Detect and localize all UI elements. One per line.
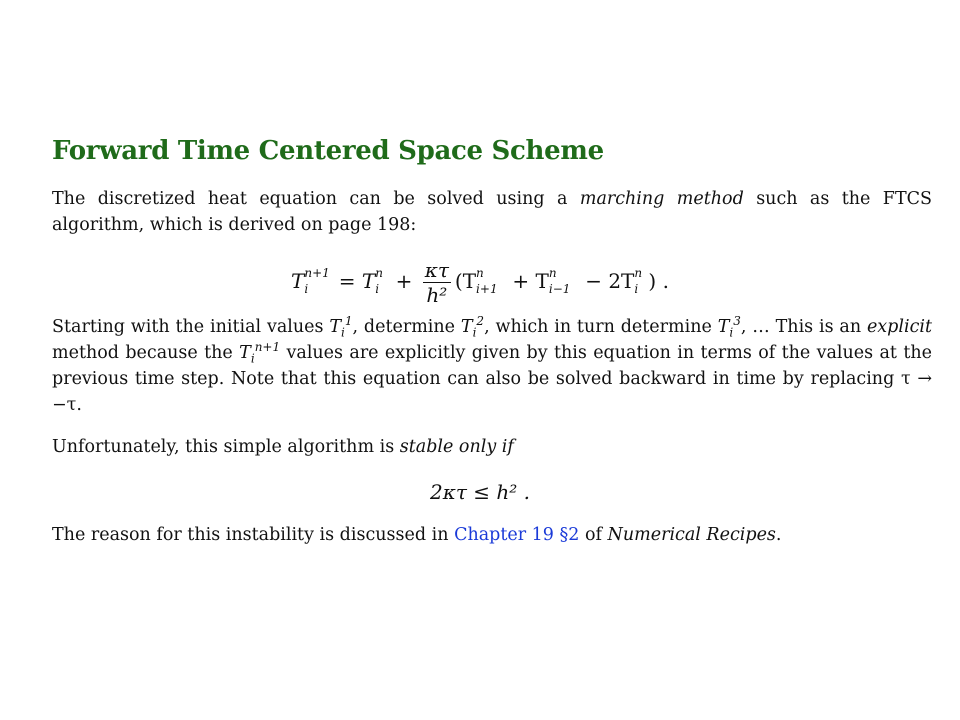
- paragraph-stability: [52, 434, 932, 460]
- text: The reason for this instability is discussed in: [52, 525, 455, 545]
- eq-superscript: n: [634, 265, 643, 280]
- eq-superscript: n: [476, 265, 484, 280]
- eq-denominator: h²: [426, 283, 448, 307]
- text: .: [775, 525, 782, 545]
- emphasis-marching-method: marching method: [579, 189, 744, 209]
- stability-inequality: 2κτ ≤ h² .: [430, 480, 530, 504]
- emphasis-book-title: Numerical Recipes: [607, 525, 776, 545]
- eq-subscript: i: [304, 281, 309, 296]
- eq-term: + T: [506, 269, 549, 293]
- eq-subscript: i−1: [548, 281, 571, 296]
- text: method because the: [52, 343, 240, 363]
- eq-term: (T: [454, 269, 477, 293]
- text: of: [579, 525, 608, 545]
- eq-symbol: T: [361, 269, 376, 293]
- eq-operator: +: [389, 269, 419, 293]
- text: Starting with the initial values: [52, 317, 330, 337]
- paragraph-reference: [52, 522, 932, 548]
- eq-term: − 2T: [578, 269, 635, 293]
- eq-superscript: n: [548, 265, 557, 280]
- slide-title: Forward Time Centered Space Scheme: [52, 136, 604, 166]
- emphasis-explicit: explicit: [866, 317, 933, 337]
- text: such as the FTCS algorithm, which is derived on page 198:: [52, 189, 932, 235]
- paragraph-intro: [52, 186, 932, 238]
- text: Unfortunately, this simple algorithm is: [52, 437, 400, 457]
- ftcs-equation: [0, 258, 960, 307]
- paragraph-explanation: Starting with the initial values $T_i^1$, determine $T_i^2$, which in turn determine $T_i^3$, … This is an explicit method because the $T_i^{n+1}$ values are explicitly given by this equation in terms of the values at the previous time step. Note that this equation can also be solved backward in time by replacing τ → −τ.: [52, 314, 933, 415]
- eq-superscript: n+1: [304, 265, 330, 280]
- eq-subscript: i+1: [476, 281, 498, 296]
- text: values are explicitly given by this equation in terms of the values at the previous time step. Note that this equation can also be solved backward in time by replacing τ → −τ.: [52, 343, 932, 415]
- eq-operator: =: [332, 269, 362, 293]
- chapter-link[interactable]: Chapter 19 §2: [454, 525, 580, 545]
- eq-superscript: n: [375, 265, 383, 280]
- eq-fraction: [423, 258, 451, 307]
- text: The discretized heat equation can be solved using a: [52, 189, 580, 209]
- text: , determine: [352, 317, 461, 337]
- text: , … This is an: [740, 317, 867, 337]
- eq-subscript: i: [634, 281, 639, 296]
- eq-symbol: T: [291, 269, 305, 293]
- eq-numerator: κτ: [424, 258, 449, 282]
- eq-subscript: i: [375, 281, 380, 296]
- eq-term: ) .: [648, 269, 669, 293]
- stability-condition: [0, 480, 960, 504]
- emphasis-stable-only-if: stable only if: [399, 437, 514, 457]
- text: , which in turn determine: [484, 317, 718, 337]
